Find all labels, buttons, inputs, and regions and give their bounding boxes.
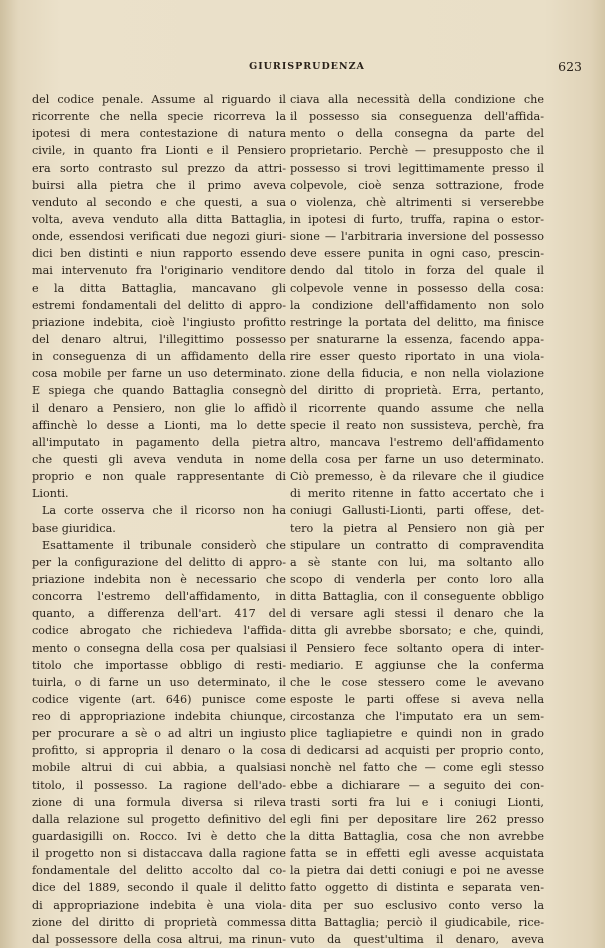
text-line: in conseguenza di un affidamento della	[32, 350, 286, 364]
text-line: fatto oggetto di distinta e separata ven-	[290, 881, 544, 895]
text-line: proprietario. Perchè — presupposto che il	[290, 144, 544, 158]
text-line: che questi gli aveva venduta in nome	[32, 452, 286, 466]
text-line: La corte osserva che il ricorso non ha	[42, 504, 286, 518]
text-line: per procurare a sè o ad altri un ingiusto	[32, 727, 286, 741]
text-line: ricorrente che nella specie ricorreva la	[32, 110, 286, 124]
text-line: quanto, a differenza dell'art. 417 del	[32, 607, 286, 621]
text-line: in ipotesi di furto, truffa, rapina o estor-	[290, 212, 544, 226]
text-line: dal possessore della cosa altrui, ma rinun-	[32, 932, 286, 946]
text-line: titolo, il possesso. La ragione dell'ado-	[32, 778, 286, 792]
text-line: di appropriazione indebita è una viola-	[32, 898, 286, 912]
text-line: zione del diritto di proprietà commessa	[32, 915, 286, 929]
text-line: Esattamente il tribunale considerò che	[42, 538, 286, 552]
text-line: dita per suo esclusivo conto verso la	[290, 898, 544, 912]
text-line: onde, essendosi verificati due negozi giuri-	[32, 230, 286, 244]
text-line: di merito ritenne in fatto accertato che i	[290, 487, 544, 501]
left-text-column	[32, 91, 286, 948]
text-line: egli fini per depositare lire 262 presso	[290, 812, 544, 826]
text-line: dalla relazione sul progetto definitivo del	[32, 812, 286, 826]
text-line: all'imputato in pagamento della pietra	[32, 435, 286, 449]
text-line: mento o consegna della cosa per qualsiasi	[32, 641, 286, 655]
text-line: del denaro altrui, l'illegittimo possesso	[32, 332, 286, 346]
text-line: dici ben distinti e niun rapporto essendo	[32, 247, 286, 261]
text-line: circostanza che l'imputato era un sem-	[290, 710, 544, 724]
text-line: del codice penale. Assume al riguardo il	[32, 93, 286, 106]
text-line: il progetto non si distaccava dalla ragione	[32, 847, 286, 861]
text-line: concorra l'estremo dell'affidamento, in	[32, 590, 286, 604]
text-line: fatta se in effetti egli avesse acquistata	[290, 847, 544, 861]
text-line: zione della fiducia, e non nella violazione	[290, 367, 544, 381]
text-line: tero la pietra al Pensiero non già per	[290, 521, 544, 535]
text-line: E spiega che quando Battaglia consegnò	[32, 384, 286, 398]
text-line: codice vigente (art. 646) punisce come	[32, 692, 286, 706]
text-line: di versare agli stessi il denaro che la	[290, 607, 544, 621]
text-line: sione — l'arbitraria inversione del possesso	[290, 230, 544, 244]
page-number: 623	[558, 59, 582, 74]
text-line: dice del 1889, secondo il quale il delitto	[32, 881, 286, 895]
text-line: zione di una formula diversa si rileva	[32, 795, 286, 809]
text-line: trasti sorti fra lui e i coniugi Lionti,	[290, 795, 544, 809]
text-line: colpevole venne in possesso della cosa:	[290, 281, 544, 295]
text-line: mediario. E aggiunse che la conferma	[290, 658, 544, 672]
text-line: vuto da quest'ultima il denaro, aveva	[290, 932, 544, 946]
text-line: ebbe a dichiarare — a seguito dei con-	[290, 778, 544, 792]
text-line: scopo di venderla per conto loro alla	[290, 572, 544, 586]
text-line: volta, aveva venduto alla ditta Battaglia,	[32, 212, 286, 226]
running-title: GIURISPRUDENZA	[249, 61, 365, 72]
text-line: il ricorrente quando assume che nella	[290, 401, 544, 415]
text-line: cosa mobile per farne un uso determinato.	[32, 367, 286, 381]
text-line: la condizione dell'affidamento non solo	[290, 298, 544, 312]
text-line: esposte le parti offese si aveva nella	[290, 692, 544, 706]
text-line: altro, mancava l'estremo dell'affidamento	[290, 435, 544, 449]
text-line: plice tagliapietre e quindi non in grado	[290, 727, 544, 741]
right-text-column	[290, 91, 544, 948]
text-line: rire esser questo riportato in una viola-	[290, 350, 544, 364]
text-line: restringe la portata del delitto, ma finisce	[290, 315, 544, 329]
text-line: era sorto contrasto sul prezzo da attri-	[32, 161, 286, 175]
text-line: codice abrogato che richiedeva l'affida-	[32, 624, 286, 638]
text-line: stipulare un contratto di compravendita	[290, 538, 544, 552]
text-line: Lionti.	[32, 487, 69, 501]
text-line: mento o della consegna da parte del	[290, 127, 544, 141]
text-line: dendo dal titolo in forza del quale il	[290, 264, 544, 278]
text-line: titolo che importasse obbligo di resti-	[32, 658, 286, 672]
text-line: a sè stante con lui, ma soltanto allo	[290, 555, 544, 569]
text-line: nonchè nel fatto che — come egli stesso	[290, 761, 544, 775]
text-line: buirsi alla pietra che il primo aveva	[32, 178, 286, 192]
text-line: che le cose stessero come le avevano	[290, 675, 544, 689]
text-line: mai intervenuto fra l'originario venditore	[32, 264, 286, 278]
text-line: priazione indebita, cioè l'ingiusto profitto	[32, 315, 286, 329]
text-line: per snaturarne la essenza, facendo appa-	[290, 332, 544, 346]
text-line: fondamentale del delitto accolto dal co-	[32, 864, 286, 878]
text-line: e la ditta Battaglia, mancavano gli	[32, 281, 286, 295]
text-line: possesso si trovi legittimamente presso il	[290, 161, 544, 175]
text-line: ditta gli avrebbe sborsato; e che, quindi,	[290, 624, 544, 638]
text-line: estremi fondamentali del delitto di appro-	[32, 298, 286, 312]
text-line: colpevole, cioè senza sottrazione, frode	[290, 178, 544, 192]
text-line: il Pensiero fece soltanto opera di inter-	[290, 641, 544, 655]
text-line: il denaro a Pensiero, non glie lo affidò	[32, 401, 286, 415]
text-line: Ciò premesso, è da rilevare che il giudice	[290, 470, 544, 484]
text-line: il possesso sia conseguenza dell'affida-	[290, 110, 544, 124]
text-line: la ditta Battaglia, cosa che non avrebbe	[290, 830, 544, 844]
text-line: ciava alla necessità della condizione che	[290, 93, 544, 106]
text-line: ditta Battaglia; perciò il giudicabile, rice-	[290, 915, 544, 929]
text-line: venduto al secondo e che questi, a sua	[32, 195, 286, 209]
text-line: guardasigilli on. Rocco. Ivi è detto che	[32, 830, 286, 844]
text-line: proprio e non quale rappresentante di	[32, 470, 286, 484]
text-line: per la configurazione del delitto di appro-	[32, 555, 286, 569]
text-line: civile, in quanto fra Lionti e il Pensiero	[32, 144, 286, 158]
text-line: affinchè lo desse a Lionti, ma lo dette	[32, 418, 286, 432]
text-line: reo di appropriazione indebita chiunque,	[32, 710, 286, 724]
text-line: ipotesi di mera contestazione di natura	[32, 127, 286, 141]
text-line: della cosa per farne un uso determinato.	[290, 452, 544, 466]
text-line: di dedicarsi ad acquisti per proprio conto,	[290, 744, 544, 758]
text-line: ditta Battaglia, con il conseguente obbligo	[290, 590, 544, 604]
text-line: base giuridica.	[32, 521, 116, 535]
text-line: tuirla, o di farne un uso determinato, il	[32, 675, 286, 689]
text-line: del diritto di proprietà. Erra, pertanto,	[290, 384, 544, 398]
text-line: priazione indebita non è necessario che	[32, 572, 286, 586]
text-line: coniugi Gallusti-Lionti, parti offese, det-	[290, 504, 544, 518]
text-line: specie il reato non sussisteva, perchè, fra	[290, 418, 544, 432]
running-head	[32, 59, 582, 75]
text-line: mobile altrui di cui abbia, a qualsiasi	[32, 761, 286, 775]
text-line: profitto, si appropria il denaro o la cosa	[32, 744, 286, 758]
text-line: deve essere punita in ogni caso, prescin-	[290, 247, 544, 261]
text-line: o violenza, chè altrimenti si verserebbe	[290, 195, 544, 209]
text-line: la pietra dai detti coniugi e poi ne avesse	[290, 864, 544, 878]
